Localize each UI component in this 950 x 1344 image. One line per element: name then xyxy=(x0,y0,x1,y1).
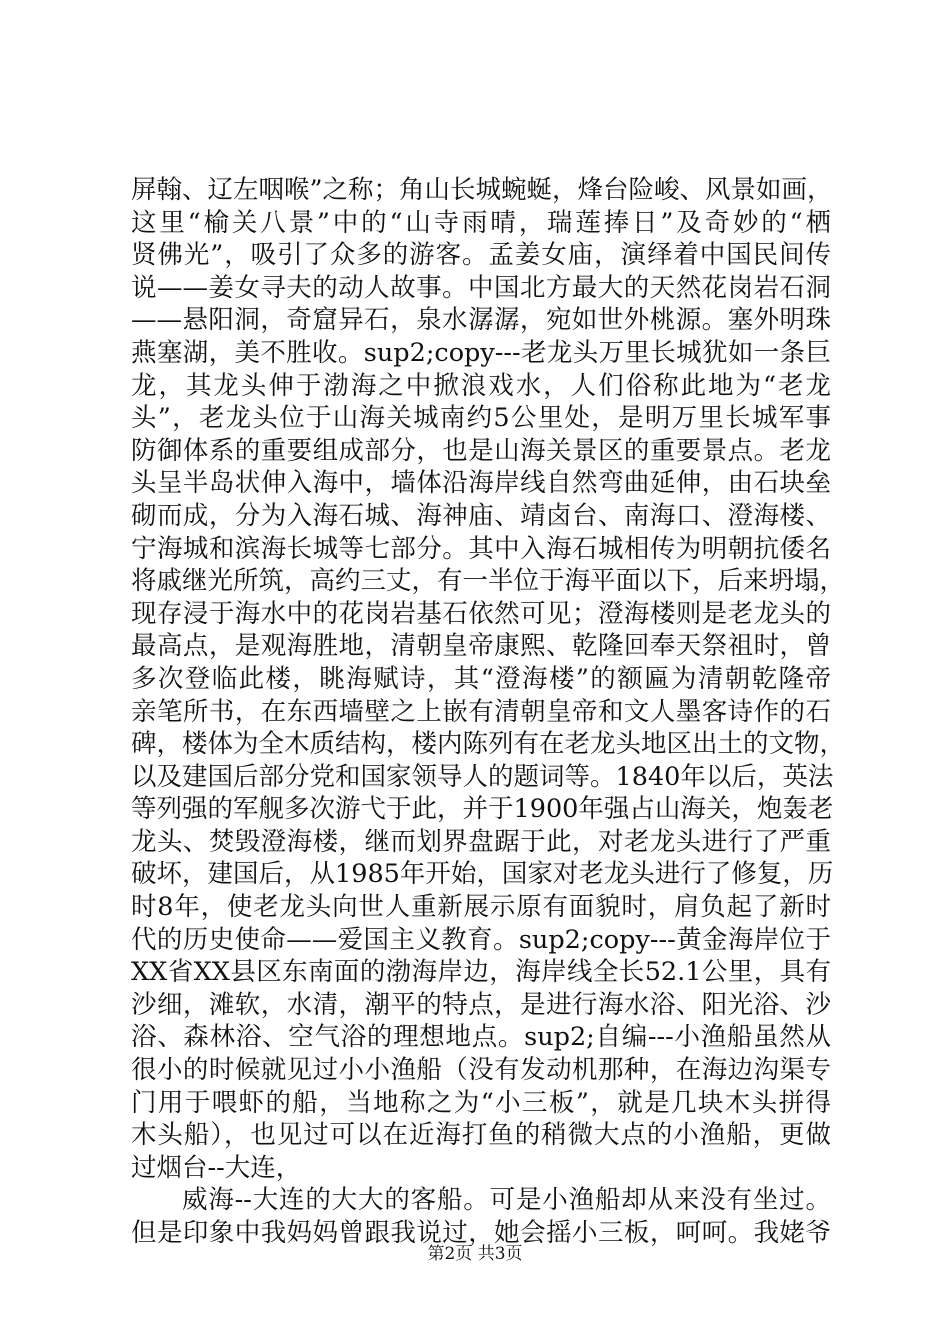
text-line: 这里“榆关八景”中的“山寺雨晴，瑞莲捧日”及奇妙的“栖 xyxy=(131,207,831,238)
text-line: 浴、森林浴、空气浴的理想地点。sup2;自编---小渔船虽然从 xyxy=(131,1022,831,1053)
text-line: 很小的时候就见过小小渔船（没有发动机那种，在海边沟渠专 xyxy=(131,1055,831,1086)
text-line: 碑，楼体为全木质结构，楼内陈列有在老龙头地区出土的文物， xyxy=(131,729,846,760)
text-line: 过烟台--大连， xyxy=(131,1152,302,1183)
text-line: 说——姜女寻夫的动人故事。中国北方最大的天然花岗岩石洞 xyxy=(131,272,831,303)
text-line: 门用于喂虾的船，当地称之为“小三板”，就是几块木头拼得 xyxy=(131,1087,831,1118)
text-line: 代的历史使命——爱国主义教育。sup2;copy---黄金海岸位于 xyxy=(131,924,831,955)
page-footer xyxy=(0,1243,950,1265)
text-line: 以及建国后部分党和国家领导人的题词等。1840年以后，英法 xyxy=(131,761,834,792)
text-line: 屏翰、辽左咽喉”之称；角山长城蜿蜒，烽台险峻、风景如画， xyxy=(131,175,833,205)
text-line: 最高点，是观海胜地，清朝皇帝康熙、乾隆回奉天祭祖时，曾 xyxy=(131,631,831,662)
text-line: 头呈半岛状伸入海中，墙体沿海岸线自然弯曲延伸，由石块垒 xyxy=(131,468,831,499)
text-line: 亲笔所书，在东西墙壁之上嵌有清朝皇帝和文人墨客诗作的石 xyxy=(131,696,831,727)
text-line: 砌而成，分为入海石城、海神庙、靖卤台、南海口、澄海楼、 xyxy=(131,500,831,531)
text-line: 燕塞湖，美不胜收。sup2;copy---老龙头万里长城犹如一条巨 xyxy=(131,337,831,368)
text-line: 龙头、焚毁澄海楼，继而划界盘踞于此，对老龙头进行了严重 xyxy=(131,826,831,857)
text-line: 破坏，建国后，从1985年开始，国家对老龙头进行了修复，历 xyxy=(131,859,834,890)
text-line: 头”，老龙头位于山海关城南约5公里处，是明万里长城军事 xyxy=(131,403,831,434)
text-line: 但是印象中我妈妈曾跟我说过，她会摇小三板，呵呵。我姥爷 xyxy=(131,1218,831,1248)
text-line: 贤佛光”，吸引了众多的游客。孟姜女庙，演绎着中国民间传 xyxy=(131,240,831,271)
text-line: 时8年，使老龙头向世人重新展示原有面貌时，肩负起了新时 xyxy=(131,892,831,923)
text-line: 将戚继光所筑，高约三丈，有一半位于海平面以下，后来坍塌， xyxy=(131,566,846,597)
text-line: 龙，其龙头伸于渤海之中掀浪戏水，人们俗称此地为“老龙 xyxy=(131,370,831,401)
page-number-label: 第2页 共3页 xyxy=(427,1244,523,1264)
text-line: 多次登临此楼，眺海赋诗，其“澄海楼”的额匾为清朝乾隆帝 xyxy=(131,663,831,694)
paragraph-start-line: 威海--大连的大大的客船。可是小渔船却从来没有坐过。 xyxy=(182,1185,831,1216)
text-line: 沙细，滩软，水清，潮平的特点，是进行海水浴、阳光浴、沙 xyxy=(131,989,831,1020)
text-line: ——悬阳洞，奇窟异石，泉水潺潺，宛如世外桃源。塞外明珠 xyxy=(131,305,831,336)
text-line: XX省XX县区东南面的渤海岸边，海岸线全长52.1公里，具有 xyxy=(131,957,831,988)
text-line: 木头船），也见过可以在近海打鱼的稍微大点的小渔船，更做 xyxy=(131,1120,831,1151)
text-line: 防御体系的重要组成部分，也是山海关景区的重要景点。老龙 xyxy=(131,435,831,466)
text-line: 现存浸于海水中的花岗岩基石依然可见；澄海楼则是老龙头的 xyxy=(131,598,831,629)
text-line: 宁海城和滨海长城等七部分。其中入海石城相传为明朝抗倭名 xyxy=(131,533,831,564)
text-line: 等列强的军舰多次游弋于此，并于1900年强占山海关，炮轰老 xyxy=(131,794,834,825)
body-text xyxy=(131,174,846,1250)
